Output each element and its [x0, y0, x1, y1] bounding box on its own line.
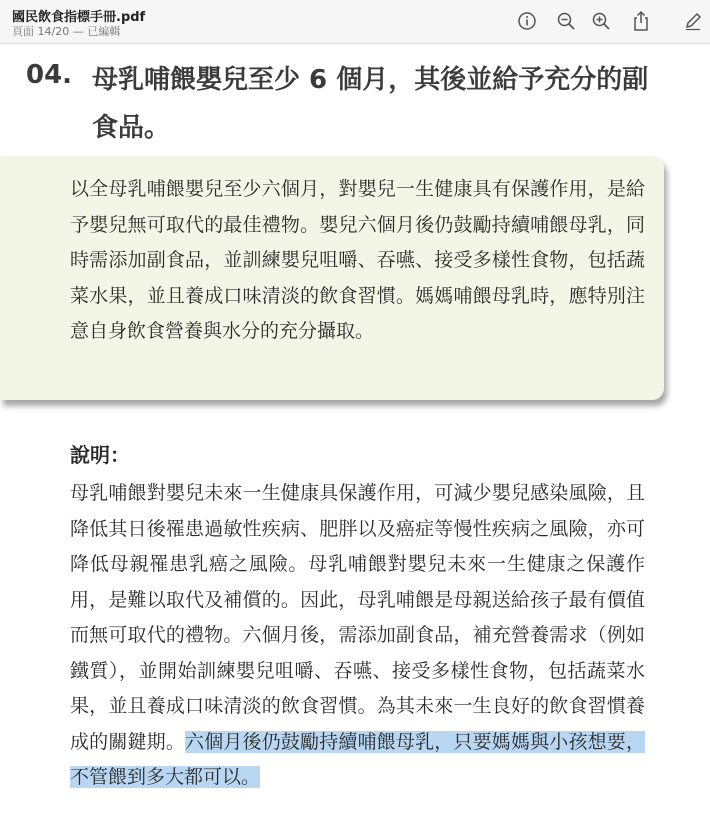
explanation-paragraph[interactable]: [70, 476, 645, 796]
markup-pen-icon[interactable]: [679, 8, 707, 34]
summary-box: [0, 156, 664, 400]
pdf-page[interactable]: [0, 44, 710, 834]
page-status: 頁面 14/20 — 已編輯: [12, 25, 121, 38]
zoom-out-icon[interactable]: [552, 8, 580, 34]
explanation-label: 說明：: [70, 443, 130, 467]
info-icon[interactable]: [513, 8, 541, 34]
document-title: 國民飲食指標手冊.pdf: [12, 10, 146, 25]
selected-text-highlight[interactable]: 六個月後仍鼓勵持續哺餵母乳，只要媽媽與小孩想要，不管餵到多大都可以。: [70, 730, 645, 788]
pdf-toolbar: [0, 0, 710, 44]
explanation-text: 母乳哺餵對嬰兒未來一生健康具保護作用，可減少嬰兒感染風險，且降低其日後罹患過敏性疾病、肥胖以及癌症等慢性疾病之風險，亦可降低母親罹患乳癌之風險。母乳哺餵對嬰兒未來一生健康之保護作用，是難以取代及補償的。因此，母乳哺餵是母親送給孩子最有價值而無可取代的禮物。六個月後，需添加副食品，補充營養需求（例如鐵質），並開始訓練嬰兒咀嚼、吞嚥、接受多樣性食物，包括蔬菜水果，並且養成口味清淡的飲食習慣。為其未來一生良好的飲食習慣養成的關鍵期。: [70, 482, 645, 753]
section-heading: 母乳哺餵嬰兒至少 6 個月，其後並給予充分的副食品。: [92, 65, 649, 143]
section-number: 04.: [26, 60, 73, 90]
summary-text: 以全母乳哺餵嬰兒至少六個月，對嬰兒一生健康具有保護作用，是給予嬰兒無可取代的最佳禮物。嬰兒六個月後仍鼓勵持續哺餵母乳，同時需添加副食品，並訓練嬰兒咀嚼、吞嚥、接受多樣性食物，包括蔬菜水果，並且養成口味清淡的飲食習慣。媽媽哺餵母乳時，應特別注意自身飲食營養與水分的充分攝取。: [70, 178, 645, 342]
share-icon[interactable]: [627, 8, 655, 34]
zoom-in-icon[interactable]: [587, 8, 615, 34]
